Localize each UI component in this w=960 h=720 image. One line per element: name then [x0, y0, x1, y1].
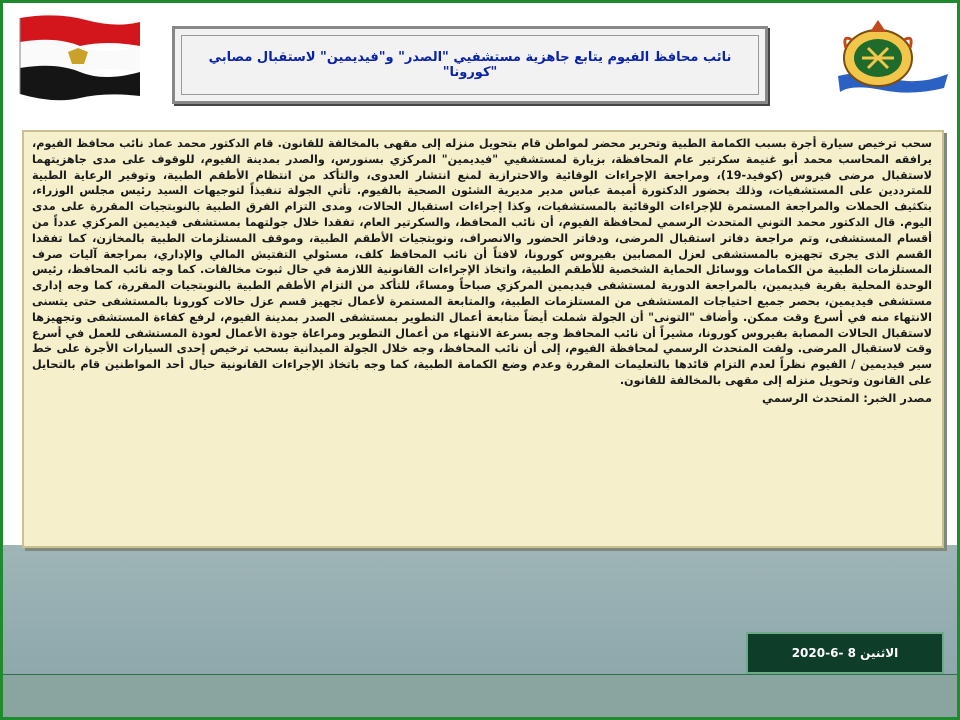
date-text: الاثنين 8 -6-2020 [791, 646, 899, 660]
article-box [22, 130, 944, 548]
title-banner [172, 26, 768, 104]
headline: نائب محافظ الفيوم يتابع جاهزية مستشفيي "الصدر" و"فيديمين" لاستقبال مصابي "كورونا" [208, 50, 732, 80]
date-badge [746, 632, 944, 674]
egypt-flag-icon [16, 12, 144, 102]
fayoum-governorate-logo [832, 14, 950, 104]
title-inner-frame [181, 35, 759, 95]
news-source: مصدر الخبر: المتحدث الرسمي [762, 390, 932, 405]
bottom-strip [3, 674, 957, 717]
article-body: سحب ترخيص سيارة أجرة بسبب الكمامة الطبية وتحرير محضر لمواطن قام بتحويل منزله إلى مقهى بالمخالفة للقانون. قام الدكتور محمد عماد نائب محافظ الفيوم، يرافقه المحاسب محمد أبو غنيمة سكرتير عام المحافظة، بزيارة لمستشفيي "فيديمين" المركزي بسنورس، والصدر بمدينة الفيوم، للوقوف على مدى جاهزيتهما لاستقبال مرضى فيروس (كوفيد-19)، ومراجعة الإجراءات الوقائية والاحترازية لمنع انتشار العدوى، والتأكد من انتظام الأطقم الطبية، وتوفير الرعاية الطبية للمترددين على المستشفيات، وذلك بحضور الدكتورة أميمة عباس مدير مديرية الشئون الصحية بالفيوم. تأتي الجولة تنفيذاً لتوجيهات السيد رئيس مجلس الوزراء، بتكثيف الحملات والمراجعة المستمرة للإجراءات الوقائية بالمستشفيات، وكذا إجراءات استقبال الحالات، ومدى التزام الفرق الطبية بالنوبتجيات المقررة على مدى اليوم. قال الدكتور محمد التوني المتحدث الرسمي لمحافظة الفيوم، أن نائب المحافظ، والسكرتير العام، تفقدا خلال جولتهما بمستشفى فيديمين المركزي عدداً من أقسام المستشفى، وتم مراجعة دفاتر استقبال المرضى، ودفاتر الحضور والانصراف، ونوبتجيات الأطقم الطبية، وموقف المستلزمات الطبية بالمخازن، كما تفقدا القسم الذى يجرى تجهيزه بالمستشفى لعزل المصابين بفيروس كورونا، لافتاً أن نائب المحافظ كلف، مسئولي التفتيش المالي والإداري، بمراجعة آليات صرف المستلزمات الطبية من الكمامات ووسائل الحماية الشخصية للأطقم الطبية، واتخاذ الإجراءات القانونية اللازمة في حال ثبوت مخالفات. كما وجه نائب المحافظ، رئيس الوحدة المحلية بقرية فيديمين، بالمراجعة الدورية لمستشفى فيديمين المركزي صباحاً ومساءً، للتأكد من التزام الأطقم الطبية بالنوبتجيات المقررة، كما وجه إدارى مستشفى فيديمين، بحصر جميع احتياجات المستشفى من المستلزمات الطبية، والمتابعة المستمرة لأعمال تجهيز قسم عزل حالات كورونا بالمستشفى حتى يتسنى الانتهاء منه في أسرع وقت ممكن. وأضاف "التونى" أن الجولة شملت أيضاً متابعة أعمال التطوير بمستشفى الصدر بمدينة الفيوم، لرفع كفاءة المستشفى وتجهيزها لاستقبال الحالات المصابة بفيروس كورونا، مشيراً أن نائب المحافظ وجه بسرعة الانتهاء من أعمال التطوير ومراعاة جودة الأعمال لعودة المستشفى للعمل في أسرع وقت لاستقبال المرضى. ولفت المتحدث الرسمي لمحافظة الفيوم، إلى أن نائب المحافظ، وجه خلال الجولة الميدانية بسحب ترخيص إحدى السيارات الأجرة على خط سير فيديمين / الفيوم نظراً لعدم التزام قائدها بالتعليمات المقررة وعدم وضع الكمامة الطبية، كما وجه باتخاذ الإجراءات القانونية حيال أحد المواطنين قام بالتحايل على القانون وتحويل منزله إلى مقهى بالمخالفة للقانون. [32, 137, 933, 387]
